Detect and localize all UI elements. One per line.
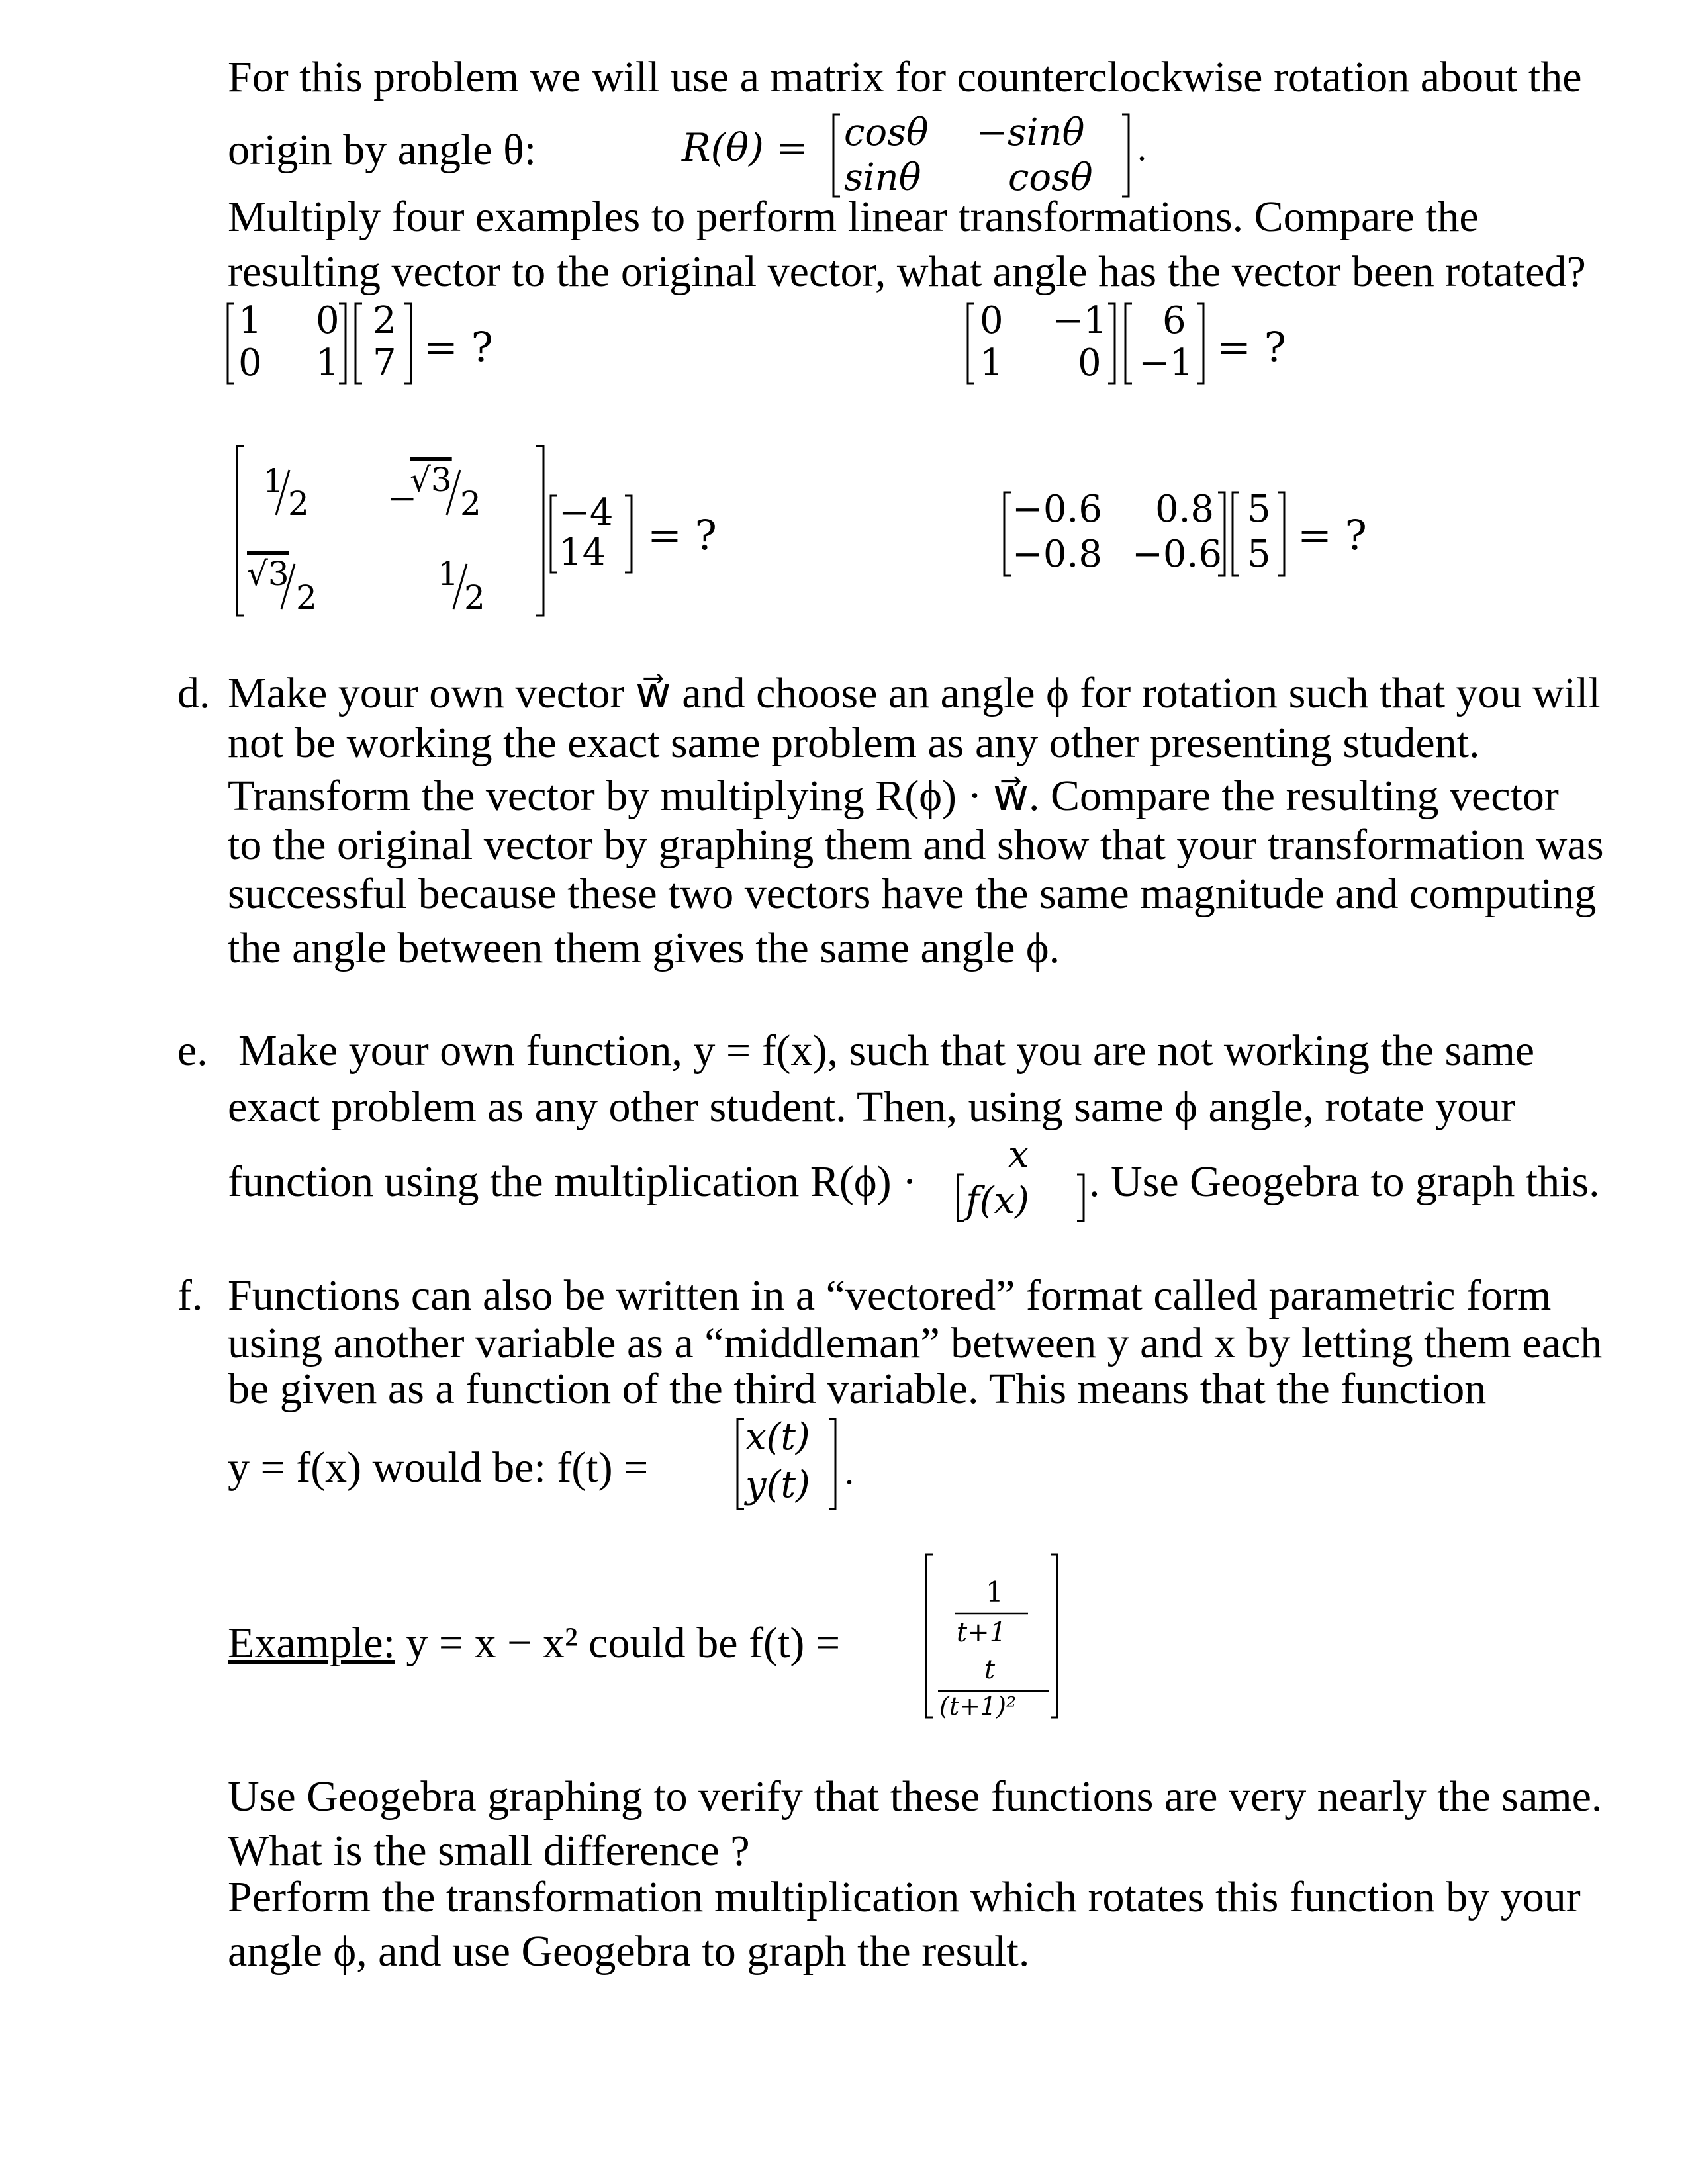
- part-f-closing-2: What is the small difference ?: [228, 1827, 750, 1875]
- ex1-v1: 2: [373, 299, 397, 342]
- ex2-m11: 0: [980, 299, 1004, 342]
- intro-line-1: For this problem we will use a matrix for counterclockwise rotation about the: [228, 53, 1582, 101]
- example-3-matrix: [235, 443, 546, 619]
- part-f-example-vector: [923, 1552, 1062, 1721]
- example-4-vector: [1231, 490, 1288, 579]
- rotation-period: .: [1137, 128, 1147, 169]
- ex3-v1: −4: [559, 491, 614, 534]
- part-f-example-line: [228, 1621, 840, 1665]
- ex2-m22: 0: [1078, 341, 1102, 385]
- example-4-matrix: [1003, 490, 1228, 579]
- intro-line-2: origin by angle θ:: [228, 126, 537, 174]
- ex3-v2: 14: [559, 531, 606, 574]
- part-f-example-text: y = x − x² could be f(t) =: [395, 1619, 841, 1667]
- example-3-equals: = ?: [647, 511, 717, 559]
- part-f-would-be: y = f(x) would be: f(t) =: [228, 1443, 649, 1492]
- part-f-line-3: be given as a function of the third variable. This means that the function: [228, 1365, 1487, 1413]
- ex3-m11-den: 2: [288, 484, 309, 523]
- part-e-vector-fx: f(x): [966, 1179, 1030, 1222]
- rotation-cell-21: sinθ: [844, 156, 921, 199]
- part-e-vector-x: x: [1008, 1133, 1029, 1176]
- part-e-line-3-post: . Use Geogebra to graph this.: [1089, 1158, 1600, 1206]
- rotation-cell-11: cosθ: [844, 111, 929, 154]
- part-d-line-3: Transform the vector by multiplying R(ϕ) · w⃗. Compare the resulting vector: [228, 772, 1559, 820]
- ex3-m12-den: 2: [460, 484, 481, 523]
- ex4-m22: −0.6: [1132, 533, 1222, 576]
- example-top-num: 1: [986, 1576, 1004, 1608]
- example-2-vector: [1124, 301, 1207, 387]
- ex1-m21: 0: [238, 341, 262, 385]
- ex3-m11-num: 1: [263, 462, 284, 500]
- ex1-v2: 7: [373, 341, 397, 385]
- rotation-cell-12: −sinθ: [976, 111, 1085, 154]
- part-d-label: d.: [177, 669, 211, 717]
- intro-line-4: resulting vector to the original vector, what angle has the vector been rotated?: [228, 248, 1586, 296]
- ex4-m21: −0.8: [1012, 533, 1102, 576]
- part-e-line-3: function using the multiplication R(ϕ) ·: [228, 1158, 917, 1206]
- example-2-equals: = ?: [1217, 323, 1286, 371]
- ex2-v2: −1: [1139, 341, 1194, 385]
- part-f-closing-4: angle ϕ, and use Geogebra to graph the result.: [228, 1927, 1030, 1976]
- intro-line-3: Multiply four examples to perform linear transformations. Compare the: [228, 193, 1479, 241]
- part-f-line-2: using another variable as a “middleman” between y and x by letting them each: [228, 1319, 1603, 1367]
- part-f-example-label: Example:: [228, 1619, 395, 1667]
- part-f-parametric-vector: [736, 1416, 842, 1512]
- part-d-line-2: not be working the exact same problem as any other presenting student.: [228, 719, 1480, 767]
- ex1-m22: 1: [316, 341, 340, 385]
- ex3-m21-num: √3: [247, 555, 289, 593]
- part-f-period: .: [845, 1451, 854, 1492]
- example-top-den: t+1: [957, 1617, 1007, 1648]
- rotation-matrix-lhs: R(θ) =: [682, 125, 808, 170]
- ex3-m12-num: √3: [410, 461, 452, 499]
- ex3-m22-den: 2: [464, 578, 485, 617]
- ex4-m11: −0.6: [1012, 488, 1102, 531]
- part-e-line-1: Make your own function, y = f(x), such that you are not working the same: [238, 1026, 1535, 1075]
- ex2-m12: −1: [1053, 299, 1107, 342]
- part-f-xt: x(t): [745, 1416, 810, 1459]
- ex4-m12: 0.8: [1155, 488, 1215, 531]
- example-4-equals: = ?: [1297, 511, 1367, 559]
- part-d-line-5: successful because these two vectors have the same magnitude and computing: [228, 870, 1597, 918]
- part-f-line-1: Functions can also be written in a “vectored” format called parametric form: [228, 1271, 1552, 1320]
- ex1-m11: 1: [238, 299, 262, 342]
- part-e-line-2: exact problem as any other student. Then, using same ϕ angle, rotate your: [228, 1083, 1516, 1131]
- ex1-m12: 0: [316, 299, 340, 342]
- example-1-vector: [354, 301, 414, 387]
- example-2-matrix: [966, 301, 1119, 387]
- ex3-m12-minus: −: [387, 477, 418, 519]
- ex2-m21: 1: [980, 341, 1004, 385]
- part-f-closing-1: Use Geogebra graphing to verify that these functions are very nearly the same.: [228, 1772, 1603, 1821]
- part-f-closing-3: Perform the transformation multiplication which rotates this function by your: [228, 1873, 1581, 1921]
- ex2-v1: 6: [1162, 299, 1186, 342]
- ex4-v2: 5: [1247, 533, 1271, 576]
- ex3-m22-num: 1: [438, 555, 459, 593]
- ex4-v1: 5: [1247, 488, 1271, 531]
- rotation-cell-22: cosθ: [1008, 156, 1093, 199]
- part-f-label: f.: [177, 1271, 203, 1320]
- part-d-line-1: Make your own vector w⃗ and choose an angle ϕ for rotation such that you will: [228, 669, 1601, 717]
- part-d-line-6: the angle between them gives the same angle ϕ.: [228, 924, 1060, 972]
- example-bot-num: t: [984, 1655, 996, 1685]
- part-f-yt: y(t): [745, 1463, 810, 1506]
- part-d-line-4: to the original vector by graphing them and show that your transformation was: [228, 821, 1604, 869]
- example-1-equals: = ?: [424, 323, 493, 371]
- part-e-label: e.: [177, 1026, 208, 1075]
- rotation-matrix: [831, 109, 1135, 202]
- example-bot-den: (t+1)²: [939, 1692, 1017, 1721]
- example-3-vector: [549, 493, 635, 576]
- ex3-m21-den: 2: [296, 578, 317, 617]
- example-1-matrix: [226, 301, 349, 387]
- part-e-vector: [957, 1135, 1089, 1224]
